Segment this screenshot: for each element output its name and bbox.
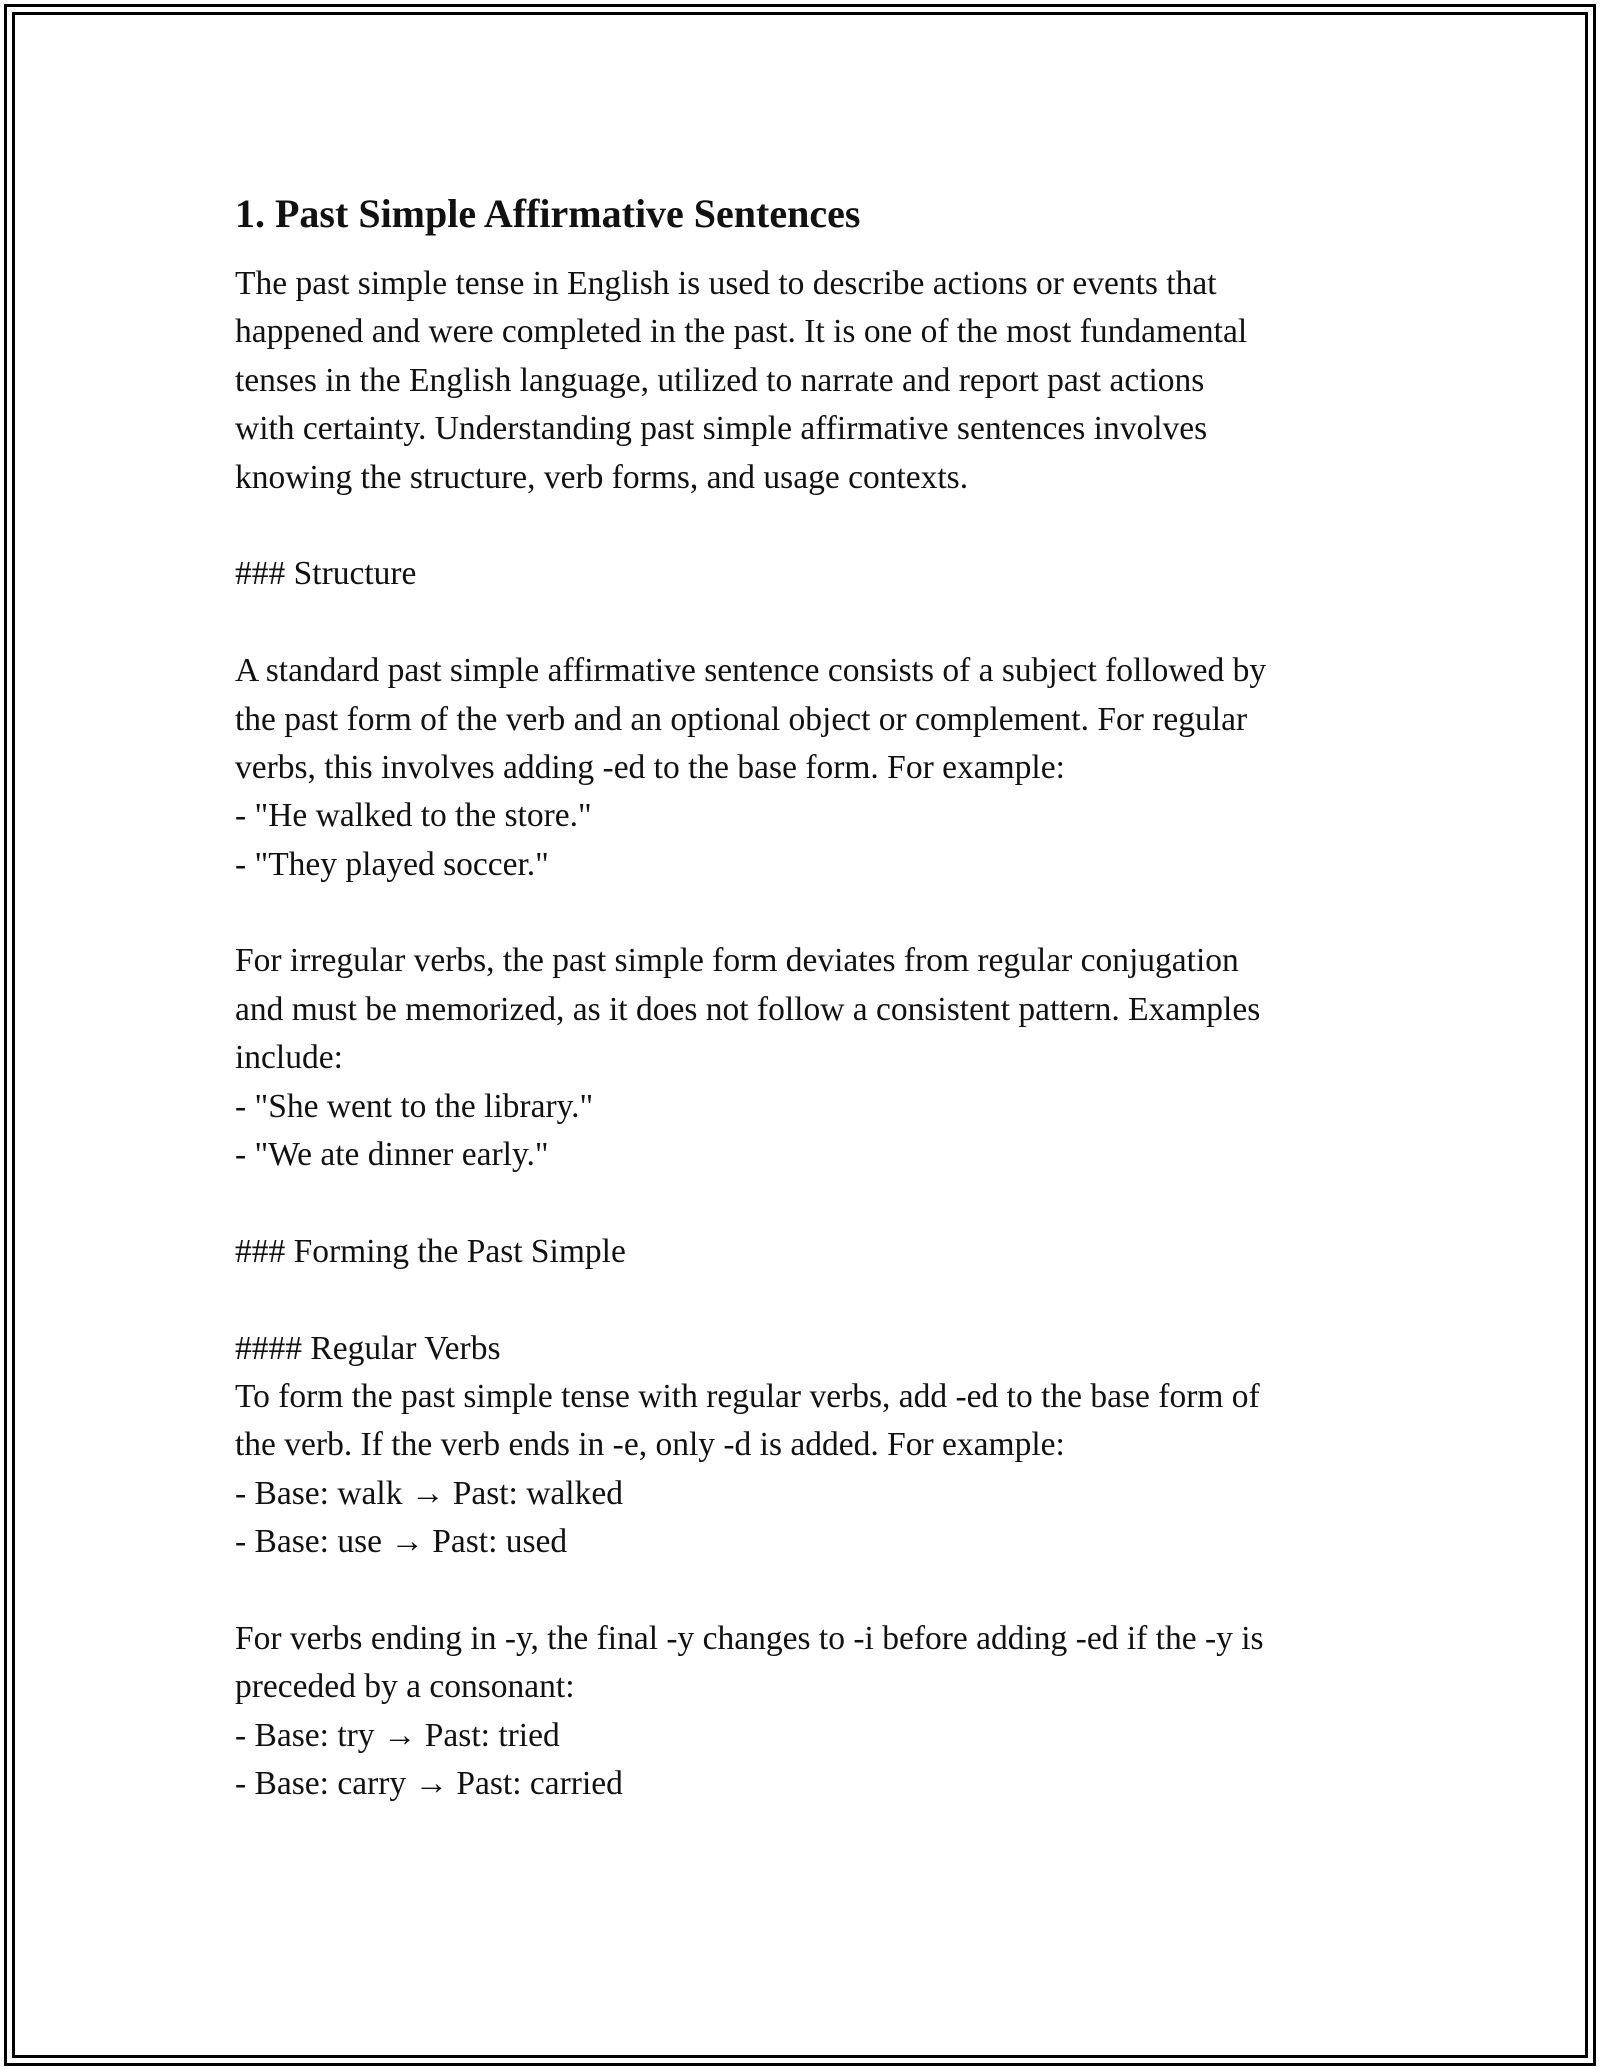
irregular-paragraph (235, 937, 1415, 1179)
text-line: include: (235, 1039, 343, 1077)
paragraph-spacer (235, 599, 1415, 647)
text-line: with certainty. Understanding past simple affirmative sentences involves (235, 410, 1208, 448)
regular-verbs-section (235, 1325, 1415, 1567)
text-line: - Base: walk → Past: walked (235, 1474, 623, 1512)
forming-heading (235, 1228, 1415, 1276)
structure-paragraph (235, 647, 1415, 889)
text-line: - "We ate dinner early." (235, 1136, 549, 1174)
text-line: verbs, this involves adding -ed to the base form. For example: (235, 748, 1065, 786)
y-ending-paragraph (235, 1615, 1415, 1809)
document-blocks (235, 260, 1415, 1809)
text-line: and must be memorized, as it does not follow a consistent pattern. Examples (235, 990, 1261, 1028)
text-line: The past simple tense in English is used to describe actions or events that (235, 265, 1217, 302)
text-line: - Base: use → Past: used (235, 1523, 568, 1561)
text-line: ### Forming the Past Simple (235, 1232, 626, 1270)
intro-paragraph (235, 260, 1415, 502)
text-line: - "They played soccer." (235, 845, 549, 883)
document-body (235, 188, 1415, 1809)
paragraph-spacer (235, 1179, 1415, 1227)
paragraph-spacer (235, 1276, 1415, 1324)
text-line: the verb. If the verb ends in -e, only -d is added. For example: (235, 1426, 1065, 1464)
text-line: preceded by a consonant: (235, 1668, 575, 1706)
text-line: For irregular verbs, the past simple form deviates from regular conjugation (235, 942, 1239, 980)
paragraph-spacer (235, 1567, 1415, 1615)
text-line: ### Structure (235, 555, 417, 593)
paragraph-spacer (235, 502, 1415, 550)
text-line: - Base: carry → Past: carried (235, 1765, 623, 1803)
text-line: happened and were completed in the past. It is one of the most fundamental (235, 313, 1248, 351)
text-line: the past form of the verb and an optional object or complement. For regular (235, 700, 1248, 738)
text-line: For verbs ending in -y, the final -y changes to -i before adding -ed if the -y is (235, 1619, 1264, 1657)
paragraph-spacer (235, 889, 1415, 937)
text-line: - "He walked to the store." (235, 797, 592, 835)
structure-heading (235, 550, 1415, 598)
text-line: To form the past simple tense with regular verbs, add -ed to the base form of (235, 1377, 1260, 1415)
section-title: 1. Past Simple Affirmative Sentences (235, 191, 861, 236)
text-line: #### Regular Verbs (235, 1329, 501, 1367)
text-line: - Base: try → Past: tried (235, 1716, 560, 1754)
text-line: - "She went to the library." (235, 1087, 594, 1125)
text-line: knowing the structure, verb forms, and usage contexts. (235, 458, 969, 496)
text-line: tenses in the English language, utilized to narrate and report past actions (235, 361, 1205, 399)
text-line: A standard past simple affirmative sentence consists of a subject followed by (235, 652, 1267, 690)
